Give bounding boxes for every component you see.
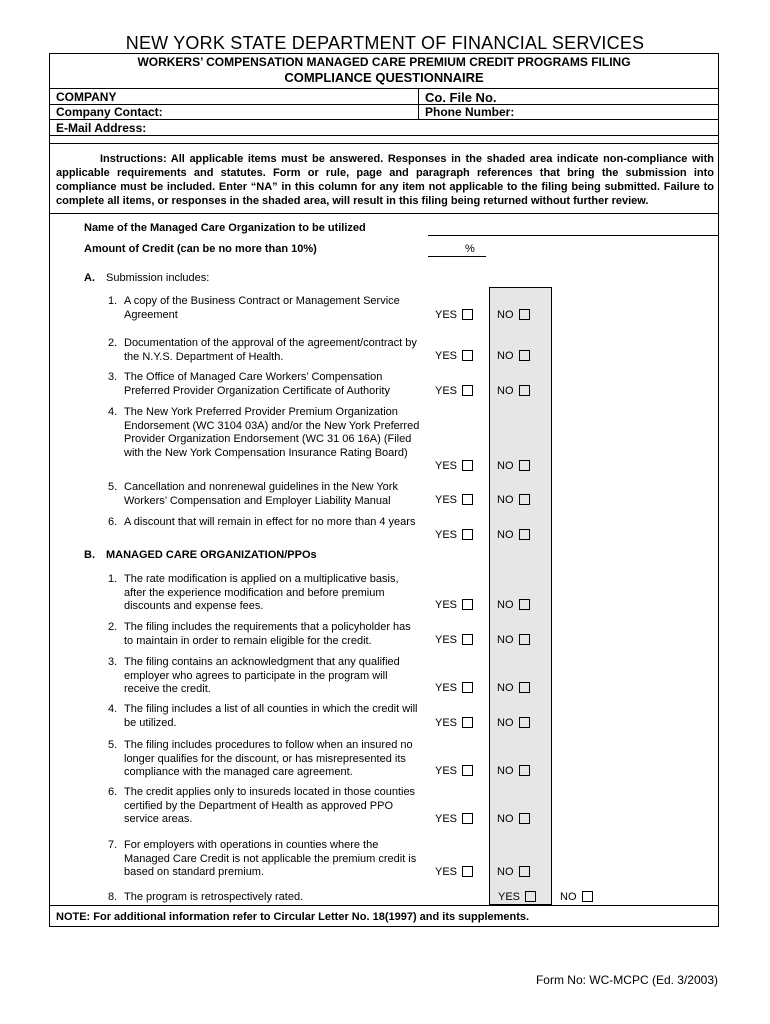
yes-checkbox[interactable] bbox=[462, 529, 473, 540]
percent-sign: % bbox=[465, 243, 475, 255]
question-text: The filing contains an acknowledgment that any qualified employer who agrees to participate in the program will receive the credit. bbox=[124, 656, 400, 695]
yes-label: YES bbox=[498, 891, 521, 903]
question-text: For employers with operations in counties where the Managed Care Credit is not applicable the premium credit is based on standard premium. bbox=[124, 839, 417, 878]
question-number: 4. bbox=[108, 703, 118, 715]
question-text: The filing includes procedures to follow when an insured no longer qualifies for the discount, or has misrepresented its compliance with the managed care agreement. bbox=[124, 739, 413, 778]
no-label: NO bbox=[497, 599, 514, 611]
company-label: COMPANY bbox=[56, 90, 117, 104]
no-label: NO bbox=[497, 634, 514, 646]
no-label: NO bbox=[497, 682, 514, 694]
no-label: NO bbox=[497, 350, 514, 362]
no-checkbox[interactable] bbox=[519, 494, 530, 505]
question-number: 6. bbox=[108, 786, 118, 798]
section-b-title: MANAGED CARE ORGANIZATION/PPOs bbox=[106, 549, 317, 561]
no-label: NO bbox=[497, 813, 514, 825]
no-checkbox[interactable] bbox=[519, 765, 530, 776]
yes-option bbox=[435, 634, 473, 646]
divider bbox=[49, 135, 719, 136]
question-number: 2. bbox=[108, 337, 118, 349]
yes-checkbox[interactable] bbox=[462, 460, 473, 471]
no-label: NO bbox=[497, 765, 514, 777]
mco-name-input-line[interactable] bbox=[428, 235, 719, 236]
yes-checkbox[interactable] bbox=[462, 634, 473, 645]
yes-option bbox=[435, 813, 473, 825]
yes-label: YES bbox=[435, 309, 458, 321]
question-number: 3. bbox=[108, 656, 118, 668]
yes-checkbox[interactable] bbox=[462, 682, 473, 693]
yes-checkbox[interactable] bbox=[462, 494, 473, 505]
no-option bbox=[497, 717, 530, 729]
phone-number-label: Phone Number: bbox=[425, 105, 515, 119]
no-option bbox=[497, 309, 530, 321]
no-checkbox[interactable] bbox=[519, 599, 530, 610]
yes-option bbox=[435, 309, 473, 321]
no-checkbox[interactable] bbox=[519, 866, 530, 877]
yes-label: YES bbox=[435, 866, 458, 878]
question-text: A copy of the Business Contract or Management Service Agreement bbox=[124, 295, 400, 321]
co-file-no-label: Co. File No. bbox=[425, 90, 497, 105]
question-text: A discount that will remain in effect for no more than 4 years bbox=[124, 516, 416, 528]
company-contact-label: Company Contact: bbox=[56, 105, 163, 119]
question-text: The filing includes the requirements that a policyholder has to maintain in order to remain eligible for the credit. bbox=[124, 621, 411, 647]
yes-checkbox[interactable] bbox=[462, 385, 473, 396]
no-label: NO bbox=[497, 529, 514, 541]
no-label: NO bbox=[497, 309, 514, 321]
question-number: 5. bbox=[108, 481, 118, 493]
no-label: NO bbox=[497, 717, 514, 729]
form-title: COMPLIANCE QUESTIONNAIRE bbox=[284, 70, 484, 85]
no-checkbox[interactable] bbox=[519, 460, 530, 471]
no-checkbox[interactable] bbox=[519, 529, 530, 540]
filing-subtitle: WORKERS’ COMPENSATION MANAGED CARE PREMIUM CREDIT PROGRAMS FILING bbox=[137, 55, 631, 69]
question-text: The program is retrospectively rated. bbox=[124, 891, 304, 903]
yes-checkbox[interactable] bbox=[462, 866, 473, 877]
no-checkbox[interactable] bbox=[519, 717, 530, 728]
no-label: NO bbox=[497, 866, 514, 878]
yes-label: YES bbox=[435, 494, 458, 506]
question-text: The Office of Managed Care Workers’ Compensation Preferred Provider Organization Certificate of Authority bbox=[124, 371, 390, 397]
note-text: NOTE: For additional information refer to Circular Letter No. 18(1997) and its supplements. bbox=[56, 911, 530, 923]
yes-label: YES bbox=[435, 529, 458, 541]
mco-name-label: Name of the Managed Care Organization to be utilized bbox=[84, 222, 366, 234]
no-checkbox[interactable] bbox=[519, 309, 530, 320]
no-checkbox[interactable] bbox=[519, 350, 530, 361]
no-checkbox[interactable] bbox=[519, 634, 530, 645]
question-number: 4. bbox=[108, 406, 118, 418]
yes-label: YES bbox=[435, 765, 458, 777]
divider bbox=[49, 88, 719, 89]
question-number: 2. bbox=[108, 621, 118, 633]
no-option bbox=[497, 529, 530, 541]
divider bbox=[49, 905, 719, 906]
no-option bbox=[497, 813, 530, 825]
no-option bbox=[497, 460, 530, 472]
yes-checkbox[interactable] bbox=[462, 813, 473, 824]
yes-label: YES bbox=[435, 599, 458, 611]
question-text: The rate modification is applied on a multiplicative basis, after the experience modification and before premium discounts and expense fees. bbox=[124, 573, 399, 612]
question-number: 7. bbox=[108, 839, 118, 851]
yes-checkbox[interactable] bbox=[462, 717, 473, 728]
yes-option bbox=[435, 682, 473, 694]
department-title: NEW YORK STATE DEPARTMENT OF FINANCIAL SERVICES bbox=[125, 33, 645, 53]
question-text: The credit applies only to insureds located in those counties certified by the Department of Health as approved PPO service areas. bbox=[124, 786, 416, 825]
yes-option bbox=[435, 494, 473, 506]
divider bbox=[49, 143, 719, 144]
yes-label: YES bbox=[435, 813, 458, 825]
no-label: NO bbox=[497, 494, 514, 506]
divider bbox=[49, 119, 719, 120]
question-number: 1. bbox=[108, 295, 118, 307]
no-option bbox=[497, 385, 530, 397]
yes-label: YES bbox=[435, 634, 458, 646]
no-option bbox=[497, 866, 530, 878]
yes-option bbox=[435, 765, 473, 777]
yes-checkbox[interactable] bbox=[462, 765, 473, 776]
yes-option bbox=[435, 460, 473, 472]
question-number: 6. bbox=[108, 516, 118, 528]
no-option bbox=[497, 765, 530, 777]
yes-label: YES bbox=[435, 350, 458, 362]
no-label: NO bbox=[560, 891, 577, 903]
yes-label: YES bbox=[435, 717, 458, 729]
section-a-letter: A. bbox=[84, 272, 95, 284]
yes-label: YES bbox=[435, 682, 458, 694]
divider bbox=[49, 213, 719, 214]
question-number: 3. bbox=[108, 371, 118, 383]
question-text: Cancellation and nonrenewal guidelines in the New York Workers’ Compensation and Employer Liability Manual bbox=[124, 481, 398, 507]
question-number: 5. bbox=[108, 739, 118, 751]
question-number: 8. bbox=[108, 891, 118, 903]
no-label: NO bbox=[497, 460, 514, 472]
yes-checkbox[interactable] bbox=[462, 309, 473, 320]
yes-label: YES bbox=[435, 460, 458, 472]
no-option bbox=[497, 350, 530, 362]
no-checkbox[interactable] bbox=[519, 385, 530, 396]
no-option bbox=[560, 891, 593, 903]
question-number: 1. bbox=[108, 573, 118, 585]
yes-option bbox=[498, 891, 536, 903]
no-option bbox=[497, 634, 530, 646]
yes-option bbox=[435, 529, 473, 541]
no-option bbox=[497, 599, 530, 611]
yes-option bbox=[435, 385, 473, 397]
yes-option bbox=[435, 866, 473, 878]
yes-checkbox[interactable] bbox=[525, 891, 536, 902]
credit-amount-input-line[interactable] bbox=[428, 256, 486, 257]
section-a-title: Submission includes: bbox=[106, 272, 210, 284]
yes-option bbox=[435, 599, 473, 611]
yes-label: YES bbox=[435, 385, 458, 397]
yes-option bbox=[435, 350, 473, 362]
no-checkbox[interactable] bbox=[519, 682, 530, 693]
no-label: NO bbox=[497, 385, 514, 397]
instructions-text: Instructions: All applicable items must be answered. Responses in the shaded area indicate non-compliance with applicable requirements and statutes. Form or rule, page and paragraph references that bring the submission into compliance must be included. Enter “NA” in this column for any item not applicable to the filing being submitted. Failure to complete all items, or responses in the shaded area, will result in this filing being returned without further review. bbox=[56, 153, 714, 207]
credit-amount-label: Amount of Credit (can be no more than 10%) bbox=[84, 243, 317, 255]
yes-checkbox[interactable] bbox=[462, 599, 473, 610]
no-option bbox=[497, 494, 530, 506]
yes-checkbox[interactable] bbox=[462, 350, 473, 361]
yes-option bbox=[435, 717, 473, 729]
divider bbox=[418, 88, 419, 119]
question-text: The New York Preferred Provider Premium Organization Endorsement (WC 3104 03A) and/or the New York Preferred Provider Organization Endorsement (WC 31 06 16A) (Filed with the New York Compensation Insurance Rating Board) bbox=[124, 406, 420, 459]
no-checkbox[interactable] bbox=[519, 813, 530, 824]
question-text: Documentation of the approval of the agreement/contract by the N.Y.S. Department of Health. bbox=[124, 337, 417, 363]
email-address-label: E-Mail Address: bbox=[56, 121, 147, 135]
no-option bbox=[497, 682, 530, 694]
question-text: The filing includes a list of all counties in which the credit will be utilized. bbox=[124, 703, 418, 729]
no-checkbox[interactable] bbox=[582, 891, 593, 902]
form-number: Form No: WC-MCPC (Ed. 3/2003) bbox=[535, 973, 718, 987]
section-b-letter: B. bbox=[84, 549, 95, 561]
